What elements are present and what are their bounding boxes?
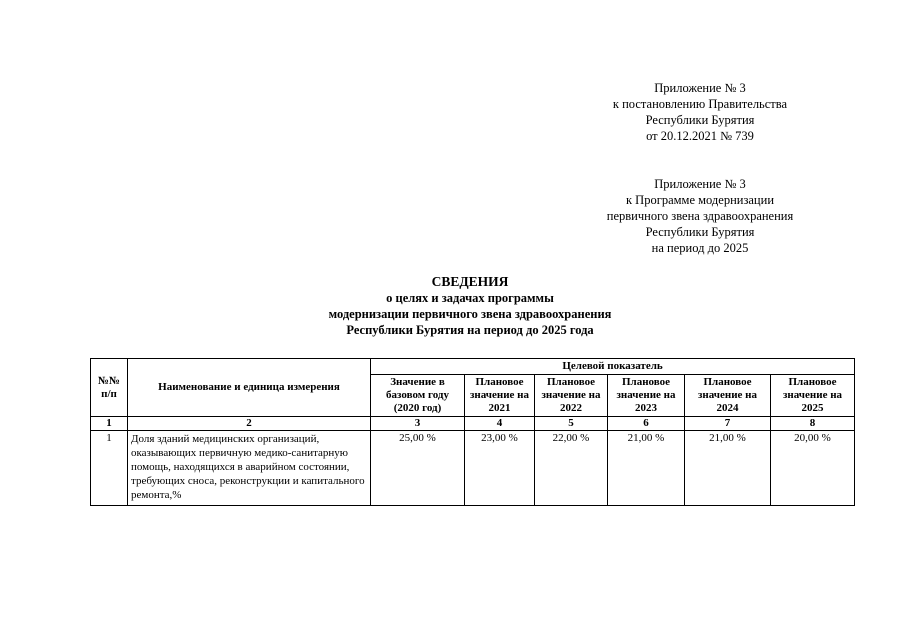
column-number: 1	[91, 417, 128, 431]
column-number: 8	[771, 417, 855, 431]
indicator-name: Доля зданий медицинских организаций, оказывающих первичную медико-санитарную помощь, находящихся в аварийном состоянии, требующих сноса, реконструкции и капитального ремонта,%	[128, 431, 371, 506]
header-plan-2021: Плановое значение на 2021	[465, 375, 535, 417]
value-2021: 23,00 %	[465, 431, 535, 506]
value-base-year: 25,00 %	[371, 431, 465, 506]
value-2022: 22,00 %	[535, 431, 608, 506]
title-line: о целях и задачах программы	[386, 291, 554, 305]
title-line: модернизации первичного звена здравоохранения	[328, 307, 612, 321]
column-number: 5	[535, 417, 608, 431]
row-number: 1	[91, 431, 128, 506]
targets-table-wrapper	[90, 358, 854, 506]
column-number: 2	[128, 417, 371, 431]
header-row-number: №№ п/п	[91, 359, 128, 417]
column-number: 4	[465, 417, 535, 431]
approval-line: Республики Бурятия	[645, 113, 755, 127]
header-plan-2025: Плановое значение на 2025	[771, 375, 855, 417]
value-2025: 20,00 %	[771, 431, 855, 506]
header-plan-2024: Плановое значение на 2024	[685, 375, 771, 417]
header-target-indicator: Целевой показатель	[371, 359, 855, 375]
value-2023: 21,00 %	[608, 431, 685, 506]
approval-line: Приложение № 3	[654, 177, 746, 191]
column-number: 6	[608, 417, 685, 431]
approval-line: Приложение № 3	[654, 81, 746, 95]
header-plan-2022: Плановое значение на 2022	[535, 375, 608, 417]
title-main: СВЕДЕНИЯ	[431, 274, 509, 289]
targets-table	[90, 358, 855, 506]
approval-line: первичного звена здравоохранения	[606, 209, 794, 223]
header-indicator-name: Наименование и единица измерения	[128, 359, 371, 417]
approval-line: Республики Бурятия	[645, 225, 755, 239]
approval-line: на период до 2025	[651, 241, 749, 255]
table-row	[91, 431, 855, 506]
column-number: 7	[685, 417, 771, 431]
approval-line: к Программе модернизации	[625, 193, 775, 207]
header-plan-2023: Плановое значение на 2023	[608, 375, 685, 417]
title-line: Республики Бурятия на период до 2025 года	[346, 323, 594, 337]
approval-line: к постановлению Правительства	[612, 97, 788, 111]
column-number: 3	[371, 417, 465, 431]
approval-note-program	[560, 176, 840, 256]
approval-note-resolution	[560, 80, 840, 144]
document-title	[90, 274, 850, 338]
approval-line: от 20.12.2021 № 739	[646, 129, 754, 143]
header-base-year: Значение в базовом году (2020 год)	[371, 375, 465, 417]
value-2024: 21,00 %	[685, 431, 771, 506]
